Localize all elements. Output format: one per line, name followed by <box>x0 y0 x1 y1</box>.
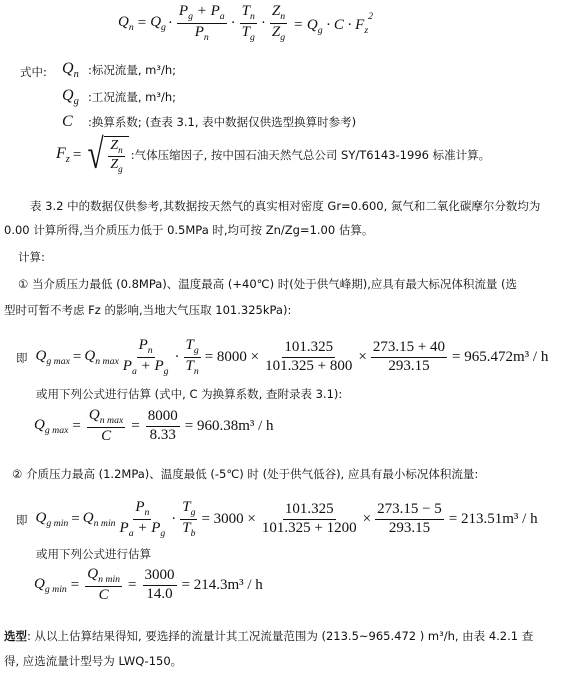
where-qg-row: $Q_g$ :工况流量, m³/h; <box>62 87 177 108</box>
eq-qg-max-alt: $Q_{g max}$ = $\frac{Q_{n max}}{C}$ = $\frac{8000}{8.33}$ = 960.38m³ / h <box>34 407 274 445</box>
compress-fraction: $\frac{Z_n}{Z_g}$ <box>271 3 286 44</box>
eq-qg-min-alt: $Q_{g min}$ = $\frac{Q_{n min}}{C}$ = $\frac{3000}{14.0}$ = 214.3m³ / h <box>34 566 263 604</box>
select-label: 选型 <box>4 629 27 643</box>
select-line1: 选型: 从以上估算结果得知, 要选择的流量计其工况流量范围为 (213.5~965.472 ) m³/h, 由表 4.2.1 查 <box>4 629 534 643</box>
item1-line1: ① 当介质压力最低 (0.8MPa)、温度最高 (+40℃) 时(处于供气峰期),应具有最大标况体积流量 (选 <box>18 277 518 291</box>
item2-line: ② 介质压力最高 (1.2MPa)、温度最低 (-5℃) 时 (处于供气低谷), 应具有最小标况体积流量: <box>12 467 479 481</box>
where-c-row: C :换算系数; (查表 3.1, 表中数据仅供选型换算时参考) <box>62 113 357 130</box>
item1-line2: 型时可暂不考虑 Fz 的影响,当地大气压取 101.325kPa): <box>4 303 292 317</box>
para1-line1: 表 3.2 中的数据仅供参考,其数据按天然气的真实相对密度 Gr=0.600, 氮气和二氧化碳摩尔分数均为 <box>30 199 541 213</box>
qn-symbol: $Q_n$ <box>118 14 134 34</box>
pressure-fraction: $\frac{P_g + P_a}{P_n}$ <box>178 3 225 44</box>
where-fz-row: $F_z$ = √ $\frac{Z_n}{Z_g}$ :气体压缩因子, 按中国石油天然气总公司 SY/T6143-1996 标准计算。 <box>56 132 491 179</box>
eq-qg-max: 即 $Q_{g max}$ = $Q_{n max}$ $\frac{P_n}{P_a + P_g}$ · $\frac{T_g}{T_n}$ = 8000 × $\frac{101.325}{101.325 + 800}$ × $\frac{273.15 + 40}{293.15}$ = 965.472m³ / h <box>16 337 549 378</box>
temperature-fraction: $\frac{T_n}{T_g}$ <box>241 3 255 44</box>
where-label: 式中: <box>20 65 47 79</box>
alt2-text: 或用下列公式进行估算 <box>36 547 151 561</box>
select-line2: 得, 应选流量计型号为 LWQ-150。 <box>4 654 183 668</box>
main-formula: $Q_n$ = $Q_g$ · $\frac{P_g + P_a}{P_n}$ · $\frac{T_n}{T_g}$ · $\frac{Z_n}{Z_g}$ = $Q_g \cdot C \cdot F_z^2$ <box>118 3 373 44</box>
alt1-text: 或用下列公式进行估算 (式中, C 为换算系数, 查附录表 3.1): <box>36 387 343 401</box>
eq-qg-min: 即 $Q_{g min}$ = $Q_{n min}$ $\frac{P_n}{P_a + P_g}$ · $\frac{T_g}{T_b}$ = 3000 × $\frac{101.325}{101.325 + 1200}$ × $\frac{273.15 - 5}{293.15}$ = 213.51m³ / h <box>16 499 538 540</box>
para1-line2: 0.00 计算所得,当介质压力低于 0.5MPa 时,均可按 Zn/Zg=1.00 估算。 <box>4 223 374 237</box>
calc-label: 计算: <box>18 250 45 264</box>
where-qn-row: $Q_n$ :标况流量, m³/h; <box>62 60 177 81</box>
sqrt-zn-zg: √ $\frac{Z_n}{Z_g}$ <box>84 136 128 175</box>
